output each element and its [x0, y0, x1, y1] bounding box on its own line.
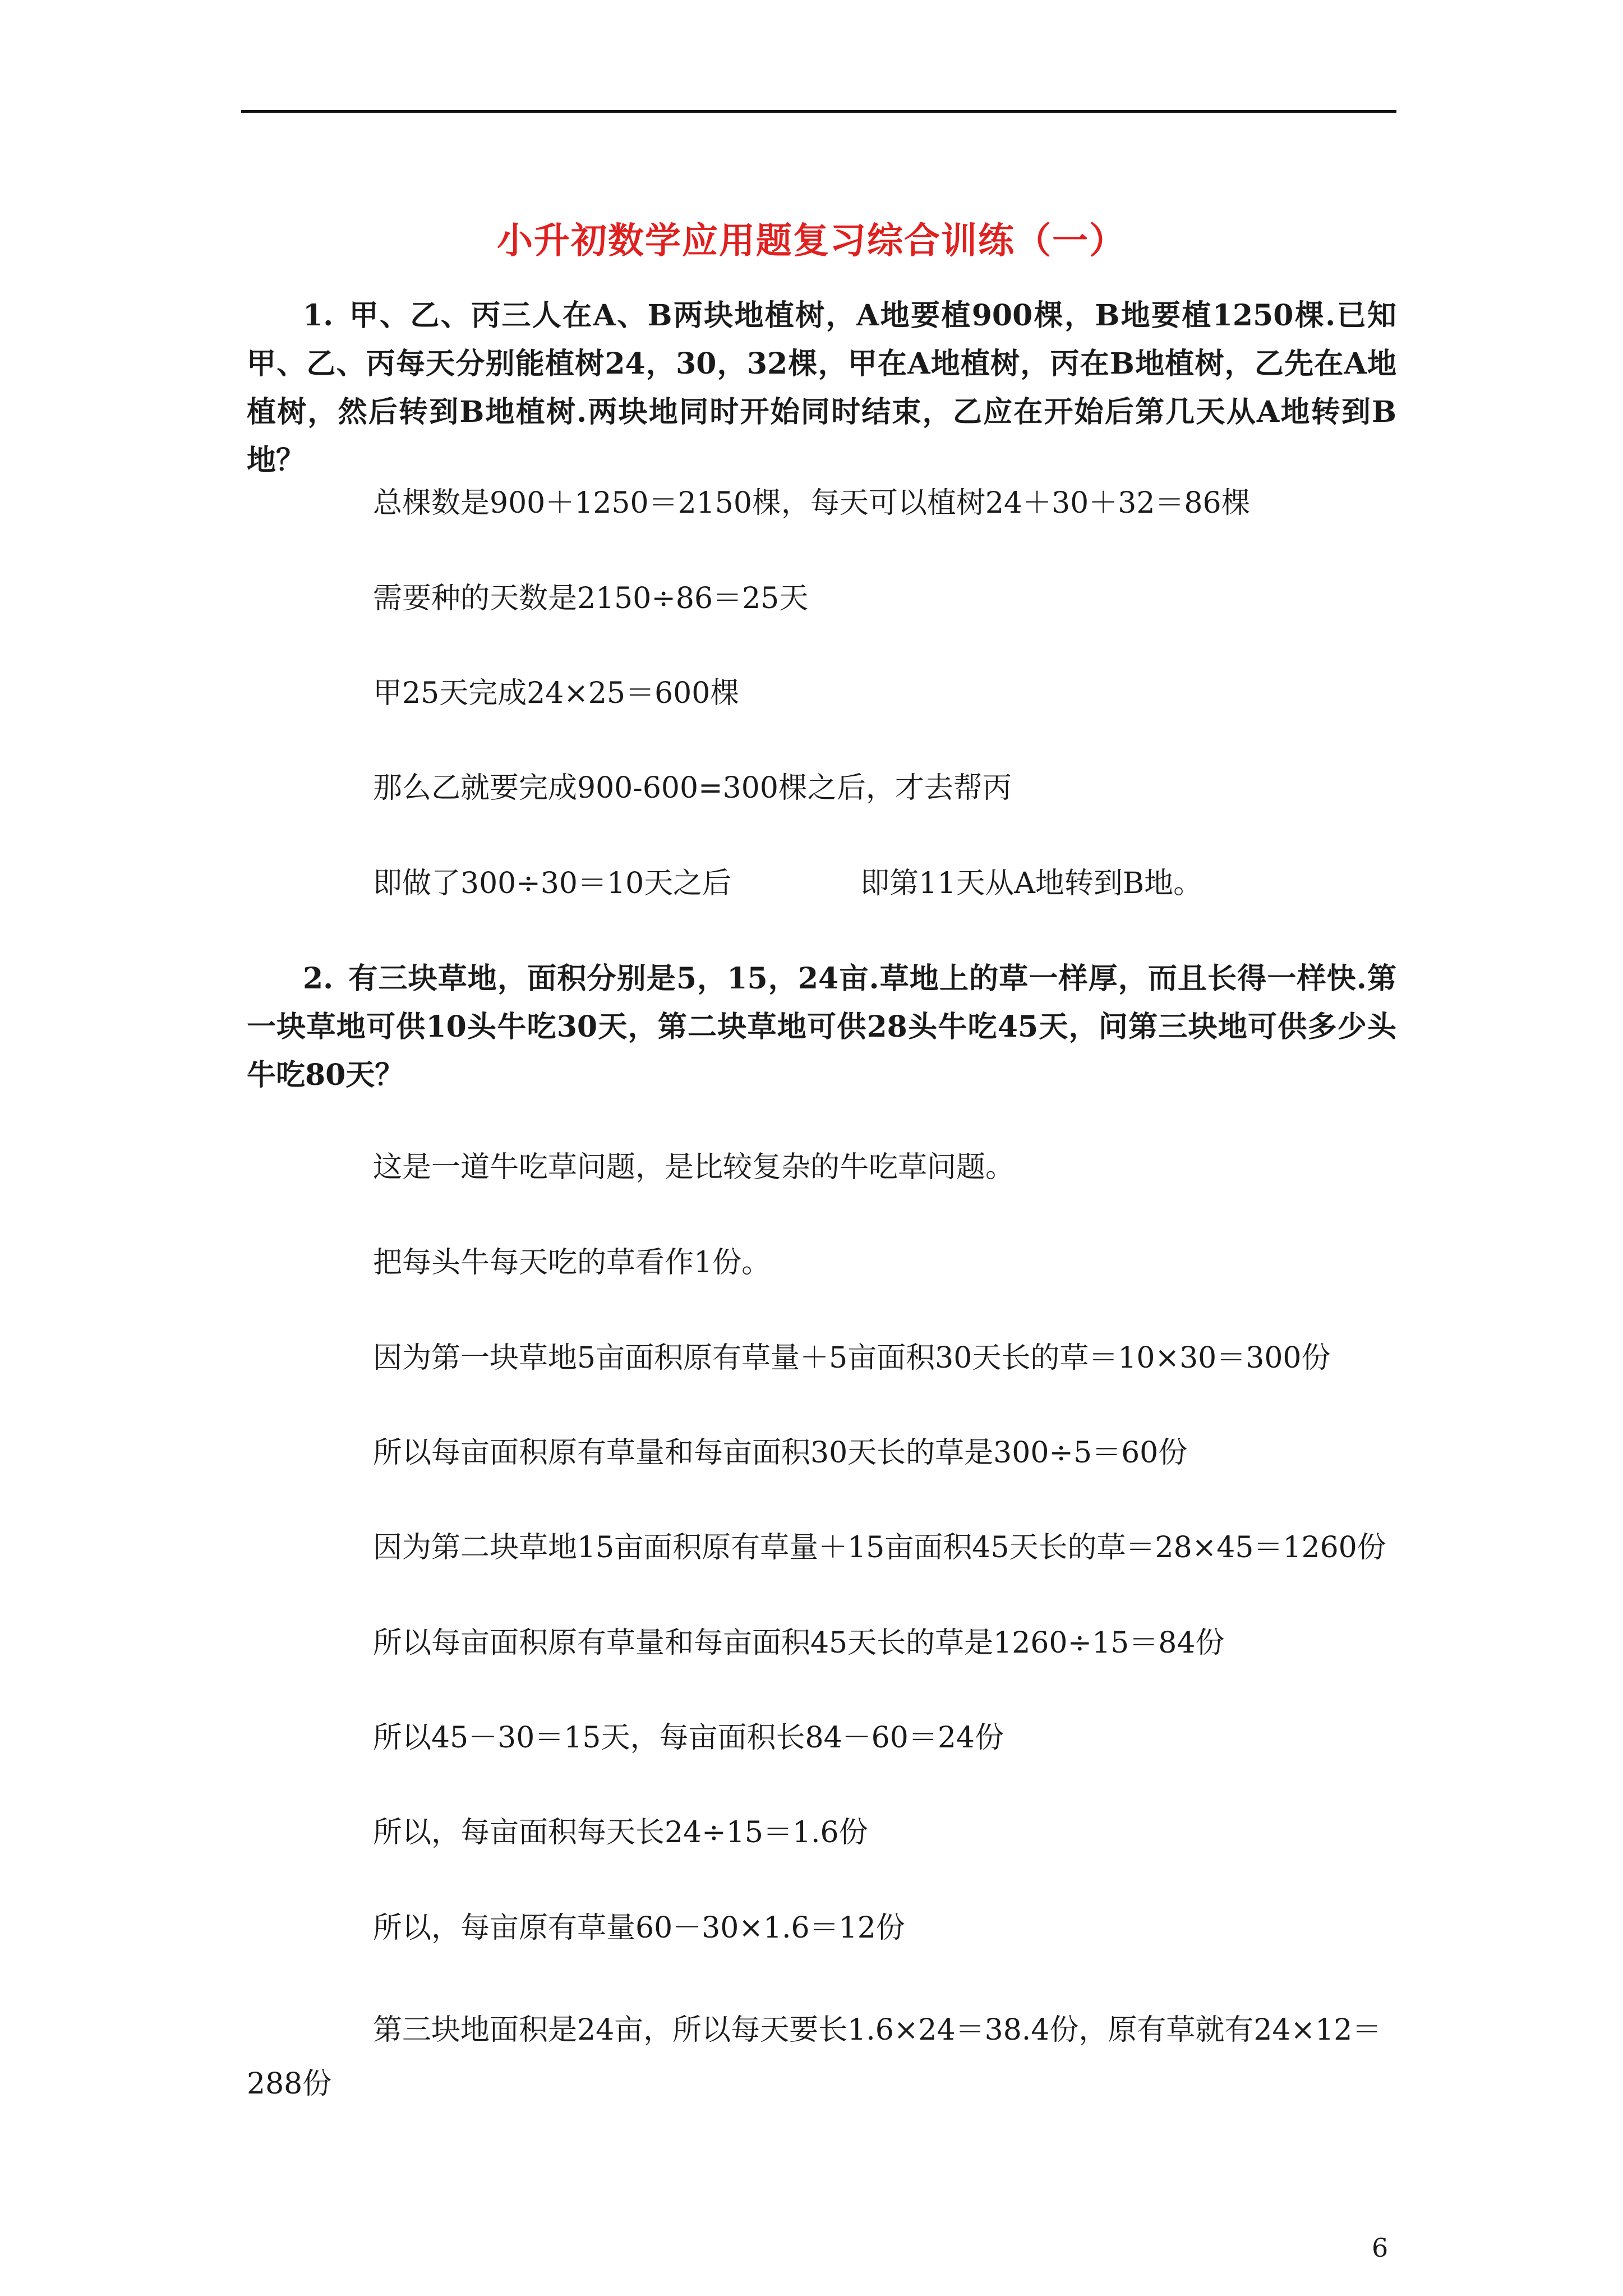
page-title: 小升初数学应用题复习综合训练（一）: [497, 220, 1126, 262]
solution-step: 需要种的天数是2150÷86＝25天: [373, 582, 809, 615]
solution-step: 这是一道牛吃草问题，是比较复杂的牛吃草问题。: [373, 1151, 1015, 1184]
solution-step: 甲25天完成24×25＝600棵: [373, 677, 740, 710]
solution-step: 所以每亩面积原有草量和每亩面积45天长的草是1260÷15＝84份: [373, 1626, 1225, 1660]
question-number: 2.: [303, 961, 334, 996]
solution-step: 所以每亩面积原有草量和每亩面积30天长的草是300÷5＝60份: [373, 1436, 1188, 1470]
page-number: 6: [1372, 2233, 1389, 2263]
question-1: [247, 292, 1396, 485]
solution-step: 总棵数是900＋1250＝2150棵，每天可以植树24＋30＋32＝86棵: [373, 486, 1251, 520]
solution-step: 因为第一块草地5亩面积原有草量＋5亩面积30天长的草＝10×30＝300份: [373, 1341, 1331, 1375]
solution-step: 那么乙就要完成900-600=300棵之后，才去帮丙: [373, 771, 1012, 805]
question-text: 甲、乙、丙三人在A、B两块地植树，A地要植900棵，B地要植1250棵.已知甲、乙、丙每天分别能植树24，30，32棵，甲在A地植树，丙在B地植树，乙先在A地植树，然后转到B地植树.两块地同时开始同时结束，乙应在开始后第几天从A地转到B地？: [247, 298, 1396, 477]
solution-step: 第三块地面积是24亩，所以每天要长1.6×24＝38.4份，原有草就有24×12＝288份: [247, 2013, 1382, 2101]
solution-step: 所以45－30＝15天，每亩面积长84－60＝24份: [373, 1721, 1004, 1755]
question-2: [247, 955, 1396, 1099]
solution-step: 所以，每亩面积每天长24÷15＝1.6份: [373, 1816, 868, 1849]
question-text: 有三块草地，面积分别是5，15，24亩.草地上的草一样厚，而且长得一样快.第一块草地可供10头牛吃30天，第二块草地可供28头牛吃45天，问第三块地可供多少头牛吃80天？: [247, 961, 1396, 1092]
question-number: 1.: [303, 298, 334, 333]
solution-step-part: 即第11天从A地转到B地。: [860, 867, 1203, 900]
solution-step: 把每头牛每天吃的草看作1份。: [373, 1246, 771, 1280]
solution-step: 因为第二块草地15亩面积原有草量＋15亩面积45天长的草＝28×45＝1260份: [373, 1531, 1386, 1565]
solution-step-part: 即做了300÷30＝10天之后: [373, 867, 732, 900]
header-rule: [241, 110, 1396, 113]
solution-step: 所以，每亩原有草量60－30×1.6＝12份: [373, 1911, 905, 1945]
solution-step: [373, 864, 1202, 903]
